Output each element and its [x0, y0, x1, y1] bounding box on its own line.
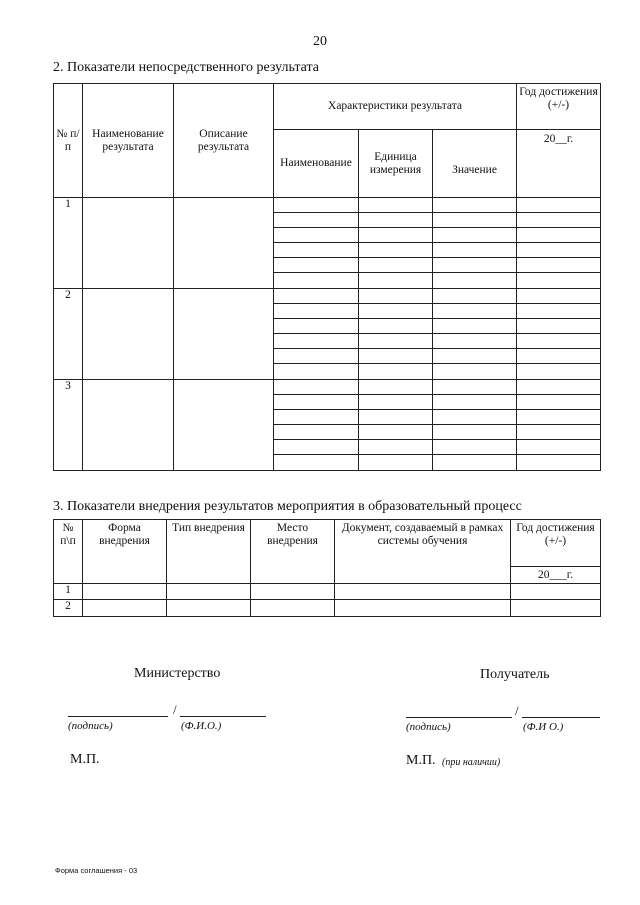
- slash: /: [515, 703, 519, 718]
- col-year-header: Год достижения (+/-): [511, 520, 601, 567]
- col-name-header: Наименование результата: [83, 84, 174, 198]
- fio-label: (Ф.И.О.): [181, 720, 222, 732]
- sign-label: (подпись): [68, 720, 113, 732]
- col-year-blank: 20___г.: [511, 567, 601, 584]
- section3-heading: 3. Показатели внедрения результатов мероприятия в образовательный процесс: [53, 499, 522, 514]
- section2-heading: 2. Показатели непосредственного результата: [53, 60, 319, 75]
- col-type-header: Тип внедрения: [167, 520, 251, 584]
- recipient-fio-line[interactable]: [522, 717, 600, 718]
- stamp-label: М.П.: [70, 752, 100, 767]
- ministry-title: Министерство: [134, 666, 221, 681]
- fio-label: (Ф.И О.): [523, 721, 564, 733]
- row-number: 2: [54, 600, 83, 617]
- col-desc-header: Описание результата: [174, 84, 274, 198]
- stamp-note: (при наличии): [442, 757, 501, 768]
- stamp-label: М.П.: [406, 753, 436, 768]
- row-number: 1: [54, 198, 83, 289]
- result-desc-cell[interactable]: [174, 198, 274, 289]
- col-year-blank: 20__г.: [517, 130, 601, 198]
- col-num-header: № п/п: [54, 84, 83, 198]
- row-number: 2: [54, 289, 83, 380]
- page-number: 20: [313, 34, 327, 49]
- result-name-cell[interactable]: [83, 198, 174, 289]
- row-number: 3: [54, 380, 83, 471]
- result-desc-cell[interactable]: [174, 380, 274, 471]
- col-doc-header: Документ, создаваемый в рамках системы обучения: [335, 520, 511, 584]
- recipient-signature-line[interactable]: [406, 717, 512, 718]
- result-name-cell[interactable]: [83, 289, 174, 380]
- implementation-indicators-table: [53, 519, 601, 617]
- recipient-title: Получатель: [480, 667, 550, 682]
- sign-label: (подпись): [406, 721, 451, 733]
- result-desc-cell[interactable]: [174, 289, 274, 380]
- result-indicators-table: [53, 83, 601, 471]
- col-year-header: Год достижения (+/-): [517, 84, 601, 130]
- col-place-header: Место внедрения: [251, 520, 335, 584]
- col-unit-header: Единица измерения: [359, 130, 433, 198]
- col-num-header: № п\п: [54, 520, 83, 584]
- col-value-header: Значение: [433, 130, 517, 198]
- col-char-name-header: Наименование: [274, 130, 359, 198]
- slash: /: [173, 702, 177, 717]
- col-chars-header: Характеристики результата: [274, 84, 517, 130]
- result-name-cell[interactable]: [83, 380, 174, 471]
- col-form-header: Форма внедрения: [83, 520, 167, 584]
- row-number: 1: [54, 584, 83, 600]
- form-footer: Форма соглашения - 03: [55, 866, 138, 875]
- ministry-fio-line[interactable]: [180, 716, 266, 717]
- ministry-signature-line[interactable]: [68, 716, 168, 717]
